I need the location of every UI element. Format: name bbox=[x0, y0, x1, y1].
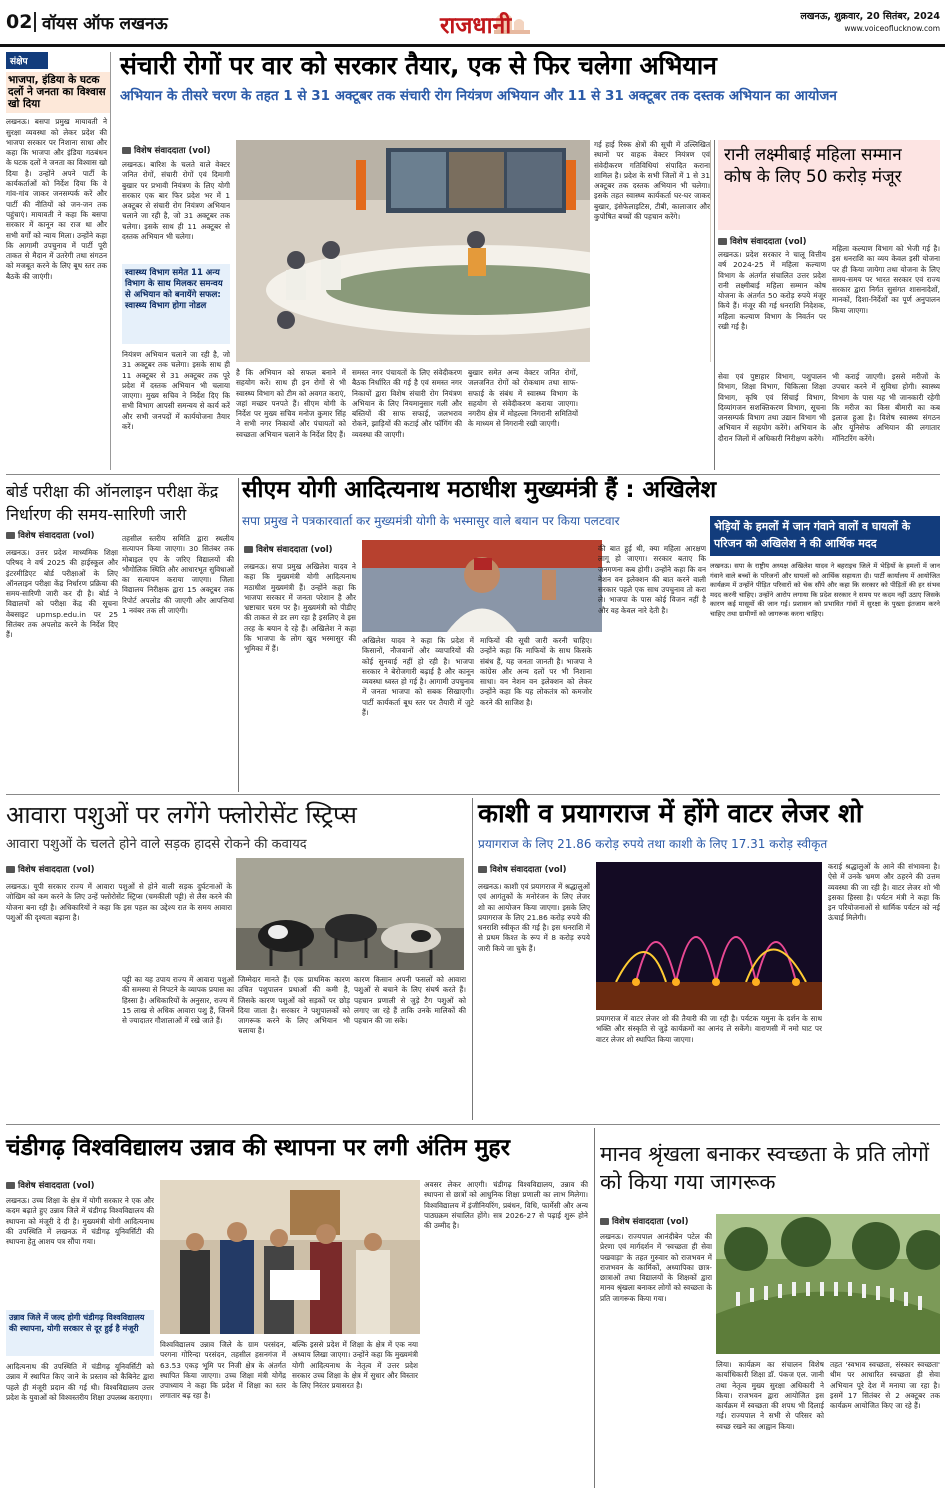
article-stray-cattle bbox=[6, 800, 466, 852]
article1-pullquote: स्वास्थ्य विभाग समेत 11 अन्य विभाग के साथ मिलकर समन्वय से अभियान को बनायेंगे सफल: स्वास्थ्य विभाग होगा नोडल bbox=[125, 268, 223, 311]
article1-headline: संचारी रोगों पर वार को सरकार तैयार, एक से फिर चलेगा अभियान bbox=[120, 51, 717, 80]
article3-byline: विशेष संवाददाता (vol) bbox=[6, 530, 95, 541]
article9-byline: विशेष संवाददाता (vol) bbox=[600, 1216, 689, 1227]
human-chain-photo bbox=[716, 1214, 940, 1354]
article1-col1: लखनऊ। बारिश के चलते वाले वेक्टर जनित रोगों, संचारी रोगों एवं दिमागी बुखार पर प्रभावी नियंत्रण के लिए योगी सरकार एक बार फिर प्रदेश भर में 1 अक्टूबर से संचारी रोग नियंत्रण अभियान चलाने जा रही है, जो 31 अक्टूबर तक चलेगा। इसके साथ ही 11 अक्टूबर से दस्तक अभियान भी चलेगा। bbox=[122, 160, 230, 242]
article1-pullquote-box bbox=[122, 264, 230, 344]
article9-col2: लिया। कार्यक्रम का संचालन विशेष कार्याधिकारी शिक्षा डॉ. पंकज एल. जानी तथा नेतृत्व मुख्य सुरक्षा अधिकारी ने किया। राजभवन द्वारा आयोजित इस कार्यक्रम में स्वच्छता की शपथ भी दिलाई गई। राज्यपाल ने सभी से परिसर को स्वच्छ रखने का आह्वान किया। bbox=[716, 1360, 824, 1431]
akhilesh-photo bbox=[362, 540, 602, 632]
article-board-exam bbox=[6, 480, 232, 526]
article4-col3: की बात हुई थी, क्या महिला आरक्षण लागू हो जाएगा। सरकार बताए कि जनगणना कब होगी। उन्होंने कहा कि वन नेशन वन इलेक्शन की बात करने वाली सरकार पहले एक साथ उपचुनाव तो करा ले। भाजपा के पास कोई विजन नहीं है और वह केवल नारे देती है। bbox=[598, 544, 706, 615]
article7-col1: लखनऊ। काशी एवं प्रयागराज में श्रद्धालुओं एवं आगंतुकों के मनोरंजन के लिए लेजर शो का आयोजन किया जाएगा। इसके लिए प्रयागराज के लिए 21.86 करोड़ रुपये की धनराशि स्वीकृत की गई है। इस धनराशि में से प्रथम किश्त के रूप में 8 करोड़ रुपये जारी किये जा चुके हैं। bbox=[478, 882, 590, 953]
article-laser-show bbox=[478, 800, 940, 852]
human-chain-photo-icon bbox=[716, 1214, 940, 1354]
article1-subhead: अभियान के तीसरे चरण के तहत 1 से 31 अक्टूबर तक संचारी रोग नियंत्रण अभियान और 11 से 31 अक्टूबर तक दस्तक अभियान का आयोजन bbox=[120, 88, 837, 104]
article8-col2: आदित्यनाथ की उपस्थिति में चंडीगढ़ यूनिवर्सिटी को उन्नाव में स्थापित किए जाने के प्रस्ताव को कैबिनेट द्वारा पहले ही मंजूरी प्रदान की गई थी। विश्वविद्यालय उत्तर प्रदेश के युवाओं को विश्वस्तरीय शिक्षा उपलब्ध कराएगा। bbox=[6, 1362, 154, 1402]
article7-subhead: प्रयागराज के लिए 21.86 करोड़ रुपये तथा काशी के लिए 17.31 करोड़ स्वीकृत bbox=[478, 837, 828, 852]
article1-col4: समस्त नगर पंचायतों के लिए संवेदीकरण बैठक निर्धारित की गई है एवं समस्त नगर निकायों द्वारा विशेष संचारी रोग नियंत्रण अभियान के लिए नियमानुसार गली और बस्तियों की साफ सफाई, जलभराव रोकने, झाड़ियों की कटाई और फॉगिंग की व्यवस्था की जाएगी। bbox=[352, 368, 462, 439]
article3-headline: बोर्ड परीक्षा की ऑनलाइन परीक्षा केंद्र निर्धारण की समय-सारिणी जारी bbox=[6, 482, 219, 524]
article8-col4: बल्कि इससे प्रदेश में शिक्षा के क्षेत्र में एक नया अध्याय लिखा जाएगा। उन्होंने कहा कि मुख्यमंत्री योगी आदित्यनाथ के नेतृत्व में उत्तर प्रदेश सरकार उच्च शिक्षा के क्षेत्र में सुधार और विस्तार के लिए निरंतर प्रयासरत है। bbox=[292, 1340, 418, 1391]
article6-col4: कारण किसान अपनी फसलों को आवारा पशुओं से बचाने के लिए संघर्ष करते हैं। पहचान प्रणाली से जुड़े टैग पशुओं को लगाए जा रहे हैं ताकि उनके मालिकों की पहचान की जा सके। bbox=[354, 975, 466, 1026]
article5-body: लखनऊ। सपा के राष्ट्रीय अध्यक्ष अखिलेश यादव ने बहराइच जिले में भेड़ियों के हमलों में जान गंवाने वाले बच्चों के परिजनों और घायलों को आर्थिक सहायता दी। पार्टी कार्यालय में आयोजित कार्यक्रम में उन्होंने पीड़ित परिवारों को चेक सौंपे और कहा कि सरकार को पीड़ितों की हर संभव मदद करनी चाहिए। उन्होंने आरोप लगाया कि प्रदेश सरकार ने समय पर कदम नहीं उठाए जिसके कारण कई मासूमों की जान गई। प्रशासन को प्रभावित गांवों में सुरक्षा के पुख्ता इंतजाम करने चाहिए तथा ग्रामीणों को जागरूक करना चाहिए। bbox=[710, 562, 940, 618]
article-chandigarh-university bbox=[6, 1136, 590, 1162]
university-photo bbox=[160, 1180, 420, 1334]
article4-col2: अखिलेश यादव ने कहा कि प्रदेश में किसानों, नौजवानों और व्यापारियों की कोई सुनवाई नहीं हो रही है। भाजपा सरकार ने बेरोजगारी बढ़ाई है और कानून व्यवस्था ध्वस्त हो गई है। आगामी उपचुनाव में जनता भाजपा को सबक सिखाएगी। पार्टी कार्यकर्ता बूथ स्तर पर तैयारी में जुटे हैं। bbox=[362, 636, 474, 718]
article8-col5: अवसर लेकर आएगी। चंडीगढ़ विश्वविद्यालय, उन्नाव की स्थापना से छात्रों को आधुनिक शिक्षा प्रणाली का लाभ मिलेगा। विश्वविद्यालय में इंजीनियरिंग, प्रबंधन, विधि, फार्मेसी और अन्य पाठ्यक्रम संचालित होंगे। सत्र 2026-27 से पढ़ाई शुरू होने की उम्मीद है। bbox=[424, 1180, 588, 1231]
article8-pullquote: उन्नाव जिले में जल्द होगी चंडीगढ़ विश्वविद्यालय की स्थापना, योगी सरकार से दूर हुई है मंजूरी bbox=[9, 1313, 145, 1333]
akhilesh-photo-icon bbox=[362, 540, 602, 632]
article2-col3: सेवा एवं पुष्टाहार विभाग, पशुपालन विभाग, शिक्षा विभाग, चिकित्सा शिक्षा विभाग, कृषि एवं सिंचाई विभाग, दिव्यांगजन सशक्तिकरण विभाग, सूचना जनसम्पर्क विभाग तथा उद्यान विभाग भी अभियान में सहयोग करेंगे। अभियान के दौरान जिलों में अधिकारी निरीक्षण करेंगे। bbox=[718, 372, 826, 443]
article5-headline: भेड़ियों के हमलों में जान गंवाने वालों व घायलों के परिजन को अखिलेश ने की आर्थिक मदद bbox=[714, 520, 911, 550]
article9-headline: मानव श्रृंखला बनाकर स्वच्छता के प्रति लोगों को किया गया जागरूक bbox=[600, 1142, 930, 1194]
article9-col1: लखनऊ। राज्यपाल आनंदीबेन पटेल की प्रेरणा एवं मार्गदर्शन में 'स्वच्छता ही सेवा पखवाड़ा' के तहत गुरुवार को राजभवन में राजभवन के कार्मिकों, अध्यापिका छात्र-छात्राओं तथा विद्यालयों के शिक्षकों द्वारा मानव श्रृंखला बनाकर लोगों को स्वच्छता के प्रति जागरूक किया गया। bbox=[600, 1232, 712, 1303]
article4-byline: विशेष संवाददाता (vol) bbox=[244, 544, 333, 555]
logo bbox=[436, 4, 536, 42]
article4-col4: माफियों की सूची जारी करनी चाहिए। उन्होंने कहा कि माफियों के साथ किसके संबंध हैं, यह जनता जानती है। भाजपा ने कांग्रेस और अन्य दलों पर भी निशाना साधा। वन नेशन वन इलेक्शन को लेकर उन्होंने कहा कि यह लोकतंत्र को कमजोर करने की साजिश है। bbox=[480, 636, 592, 707]
article2-byline: विशेष संवाददाता (vol) bbox=[718, 236, 807, 247]
article2-col4: भी कराई जाएगी। इससे मरीजों के उपचार करने में सुविधा होगी। स्वास्थ्य विभाग के पास यह भी जानकारी रहेगी कि मरीज का किस बीमारी का कब इलाज हुआ है। विशेष स्वास्थ्य संगठन और यूनिसेफ अभियान की लगातार मॉनिटरिंग करेंगे। bbox=[832, 372, 940, 443]
article1-col5: बुखार समेत अन्य वेक्टर जनित रोगों, जलजनित रोगों को रोकथाम तथा साफ-सफाई के संबंध में स्वास्थ्य विभाग के सहयोग से संवेदीकरण कराया जाएगा। नगरीय क्षेत्र में मोहल्ला निगरानी समितियों के माध्यम से निगरानी रखी जाएगी। bbox=[468, 368, 578, 429]
cattle-photo bbox=[236, 858, 464, 970]
article6-col3: जिम्मेदार मानते हैं। एक प्राथमिक कारण उचित पशुपालन प्रथाओं की कमी है, जिसके कारण पशुओं को सड़कों पर छोड़ दिया जाता है। सरकार ने पशुपालकों को जागरूक करने के लिए अभियान भी चलाया है। bbox=[238, 975, 350, 1036]
laser-show-photo bbox=[596, 862, 822, 1010]
article2-headline-box bbox=[718, 140, 940, 230]
article8-col1: लखनऊ। उच्च शिक्षा के क्षेत्र में योगी सरकार ने एक और कदम बढ़ाते हुए उन्नाव जिले में चंडीगढ़ विश्वविद्यालय की स्थापना को मंजूरी दे दी है। मुख्यमंत्री योगी आदित्यनाथ की उपस्थिति में लखनऊ में चंडीगढ़ यूनिवर्सिटी की स्थापना हेतु आशय पत्र सौंपा गया। bbox=[6, 1196, 154, 1247]
article6-col2: पट्टी का यह उपाय राज्य में आवारा पशुओं की समस्या से निपटने के व्यापक प्रयास का हिस्सा है। अधिकारियों के अनुसार, राज्य में 15 लाख से अधिक आवारा पशु हैं, जिनमें से ज्यादातर गौशालाओं में रखे जाते हैं। bbox=[122, 975, 234, 1026]
article4-headline: सीएम योगी आदित्यनाथ मठाधीश मुख्यमंत्री हैं : अखिलेश bbox=[242, 477, 717, 503]
article7-col3: कराई श्रद्धालुओं के आने की संभावना है। ऐसे में उनके भ्रमण और ठहरने की उत्तम व्यवस्था की जा रही है। वाटर लेजर शो भी इसका हिस्सा है। पर्यटन मंत्री ने कहा कि इन परियोजनाओं से धार्मिक पर्यटन को नई ऊंचाई मिलेगी। bbox=[828, 862, 940, 923]
article6-subhead: आवारा पशुओं के चलते होने वाले सड़क हादसे रोकने की कवायद bbox=[6, 837, 307, 852]
article-human-chain bbox=[600, 1140, 940, 1196]
article1-col2: नियंत्रण अभियान चलाने जा रही है, जो 31 अक्टूबर तक चलेगा। इसके साथ ही 11 अक्टूबर से 31 अक्टूबर तक पूरे प्रदेश में दस्तक अभियान भी चलाया जाएगा। मुख्य सचिव ने निर्देश दिए कि सभी विभाग आपसी समन्वय से कार्य करें और सभी जनपदों में कार्ययोजना तैयार करें। bbox=[122, 350, 230, 432]
article9-col3: तहत 'स्वभाव स्वच्छता, संस्कार स्वच्छता' थीम पर आधारित स्वच्छता ही सेवा अभियान पूरे देश में मनाया जा रहा है। इसमें 17 सितंबर से 2 अक्टूबर तक कार्यक्रम आयोजित किए जा रहे हैं। bbox=[830, 1360, 940, 1411]
website: www.voiceoflucknow.com bbox=[844, 24, 940, 33]
article1-col6: गई हाई रिस्क क्षेत्रों की सूची में उल्लिखित स्थानों पर वाहक वेक्टर नियंत्रण एवं संवेदीकरण गतिविधियां संपादित कराना शामिल है। प्रदेश के सभी जिलों में 1 से 31 अक्टूबर तक दस्तक अभियान भी चलेगा। इसके तहत स्वास्थ्य कार्यकर्ता घर-घर जाकर बुखार, इंसेफेलाइटिस, टीबी, कालाजार और कुपोषित बच्चों की पहचान करेंगे। bbox=[590, 140, 710, 468]
article8-pullquote-box bbox=[6, 1310, 154, 1356]
article7-col2: प्रयागराज में वाटर लेजर शो की तैयारी की जा रही है। पर्यटक यमुना के दर्शन के साथ भक्ति और संस्कृति से जुड़े कार्यक्रमों का आनंद ले सकेंगे। वाराणसी में नमो घाट पर वाटर लेजर शो स्थापित किया जाएगा। bbox=[596, 1014, 822, 1044]
brief-headline: भाजपा, इंडिया के घटक दलों ने जनता का विश्वास खो दिया bbox=[8, 74, 106, 110]
article2-col2: महिला कल्याण विभाग को भेजी गई है। इस धनराशि का व्यय केवल इसी योजना पर ही किया जायेगा तथा योजना के लिए समय-समय पर भारत सरकार एवं राज्य सरकार द्वारा निर्गत सुसंगत शासनादेशों, मानकों, दिशा-निर्देशों का पूर्ण अनुपालन किया जाएगा। bbox=[832, 244, 940, 315]
article1-byline: विशेष संवाददाता (vol) bbox=[122, 145, 211, 156]
article6-headline: आवारा पशुओं पर लगेंगे फ्लोरोसेंट स्ट्रिप्स bbox=[6, 801, 357, 829]
article8-col3: विश्वविद्यालय उन्नाव जिले के ग्राम परसंदन, परगना गोरिन्दा परसंदन, तहसील हसनगंज में 63.53 एकड़ भूमि पर निजी क्षेत्र के अंतर्गत स्थापित किया जाएगा। उच्च शिक्षा मंत्री योगेंद्र उपाध्याय ने कहा कि प्रदेश में शिक्षा का स्तर लगातार बढ़ रहा है। bbox=[160, 1340, 286, 1401]
briefs-tag: संक्षेप bbox=[6, 52, 48, 69]
article2-headline: रानी लक्ष्मीबाई महिला सम्मान कोष के लिए 50 करोड़ मंजूर bbox=[724, 145, 902, 187]
article3-col2: तहसील स्तरीय समिति द्वारा स्थलीय सत्यापन किया जाएगा। 30 सितंबर तक मोबाइल एप के जरिए विद्यालयों की भौगोलिक स्थिति और आधारभूत सुविधाओं का सत्यापन कराया जाएगा। जिला विद्यालय निरीक्षक द्वारा 15 अक्टूबर तक रिपोर्ट अपलोड की जाएगी और आपत्तियां 1 नवंबर तक ली जाएंगी। bbox=[122, 534, 234, 616]
cattle-photo-icon bbox=[236, 858, 464, 970]
dateline: लखनऊ, शुक्रवार, 20 सितंबर, 2024 bbox=[800, 11, 940, 22]
article8-byline: विशेष संवाददाता (vol) bbox=[6, 1180, 95, 1191]
page-title: वॉयस ऑफ लखनऊ bbox=[42, 14, 168, 34]
article4-col1: लखनऊ। सपा प्रमुख अखिलेश यादव ने कहा कि मुख्यमंत्री योगी आदित्यनाथ मठाधीश मुख्यमंत्री हैं। उन्होंने कहा कि भाजपा सरकार में जनता परेशान है और भ्रष्टाचार चरम पर है। मुख्यमंत्री को पीडीए की ताकत से डर लग रहा है इसलिए वे इस तरह के बयान दे रहे हैं। अखिलेश ने कहा कि भाजपा के लोग खुद भस्मासुर की भूमिका में हैं। bbox=[244, 562, 356, 654]
article6-byline: विशेष संवाददाता (vol) bbox=[6, 864, 95, 875]
university-photo-icon bbox=[160, 1180, 420, 1334]
article1-col3: है कि अभियान को सफल बनाने में सहयोग करें। साथ ही इन रोगों से भी स्वास्थ्य विभाग को टीम को अवगत कराएं, जहां मच्छर पनपते हैं। सीएम योगी के निर्देश पर मुख्य सचिव मनोज कुमार सिंह ने सभी नगर निकायों और पंचायतों को स्वच्छता अभियान चलाने के निर्देश दिए हैं। bbox=[236, 368, 346, 439]
page-number: 02 bbox=[6, 11, 33, 33]
masthead bbox=[0, 0, 945, 44]
article8-headline: चंडीगढ़ विश्वविद्यालय उन्नाव की स्थापना पर लगी अंतिम मुहर bbox=[6, 1135, 511, 1161]
article5-headline-box bbox=[710, 516, 940, 556]
briefs-column bbox=[6, 52, 111, 470]
logo-text: राजधानी bbox=[440, 12, 512, 39]
laser-show-photo-icon bbox=[596, 862, 822, 1010]
article7-byline: विशेष संवाददाता (vol) bbox=[478, 864, 567, 875]
brief-body: लखनऊ। बसपा प्रमुख मायावती ने सुरक्षा व्यवस्था को लेकर प्रदेश की भाजपा सरकार पर निशाना साधा और कहा कि भाजपा और इंडिया गठबंधन के घटक दलों ने जनता का विश्वास खो दिया है। उन्होंने अपने पार्टी के कार्यकर्ताओं को निर्देश दिया कि वे गांव-गांव जाकर जनसम्पर्क करें और पार्टी की नीतियों को जन-जन तक पहुंचाएं। मायावती ने कहा कि बसपा सरकार में कानून का राज था और सभी वर्गों को न्याय मिला। उन्होंने कहा कि आगामी उपचुनाव में पार्टी पूरी ताकत से मैदान में उतरेगी तथा संगठन को मजबूत करने के लिए बूथ स्तर तक बैठकें की जाएंगी। bbox=[6, 117, 107, 281]
article2-col1: लखनऊ। प्रदेश सरकार ने चालू वित्तीय वर्ष 2024-25 में महिला कल्याण विभाग के अंतर्गत संचालित उत्तर प्रदेश रानी लक्ष्मीबाई महिला सम्मान कोष योजना के अंतर्गत 50 करोड़ रुपये मंजूर किये हैं। मंजूर की गई धनराशि निदेशक, महिला कल्याण विभाग के निवर्तन पर रखी गई है। bbox=[718, 250, 826, 332]
article4-subhead: सपा प्रमुख ने पत्रकारवार्ता कर मुख्यमंत्री योगी के भस्मासुर वाले बयान पर किया पलटवार bbox=[242, 513, 620, 528]
article6-col1: लखनऊ। यूपी सरकार राज्य में आवारा पशुओं से होने वाली सड़क दुर्घटनाओं के जोखिम को कम करने के लिए उन्हें फ्लोरोसेंट स्ट्रिप्स (चमकीली पट्टी) से लैस करने की योजना बना रही है। अधिकारियों ने कहा कि इस पहल का उद्देश्य रात के समय आवारा पशुओं की दृश्यता बढ़ाना है। bbox=[6, 882, 232, 922]
article7-headline: काशी व प्रयागराज में होंगे वाटर लेजर शो bbox=[478, 799, 863, 829]
article3-col1: लखनऊ। उत्तर प्रदेश माध्यमिक शिक्षा परिषद ने वर्ष 2025 की हाईस्कूल और इंटरमीडिएट बोर्ड परीक्षाओं के लिए ऑनलाइन परीक्षा केंद्र निर्धारण प्रक्रिया की समय-सारिणी जारी कर दी है। बोर्ड ने विद्यालयों को परीक्षा केंद्र की सूचना वेबसाइट upmsp.edu.in पर 25 सितंबर तक अपलोड करने के निर्देश दिए हैं। bbox=[6, 548, 118, 640]
article-communicable-diseases bbox=[120, 52, 940, 104]
